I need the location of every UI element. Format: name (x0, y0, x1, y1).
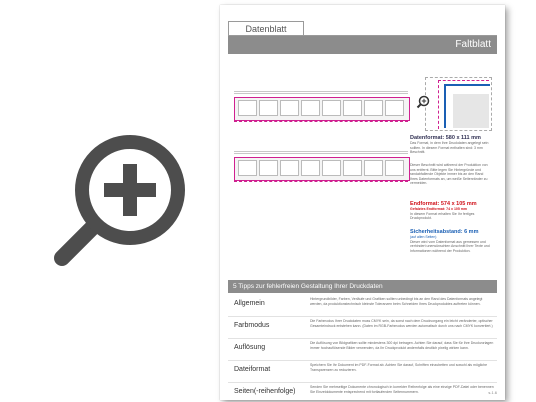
datenformat-block (410, 135, 492, 155)
panel (343, 100, 362, 116)
dimension-lines-top (234, 91, 408, 93)
beschnitt-block (410, 163, 492, 186)
beschnitt-text: Dieser Beschnitt wird während der Produktion von uns entfernt. Bitte legen Sie Hintergründe und randabfallende Objekte immer bis an den Rand Ihres Datenformats an, um weiße Seitenränder zu vermeiden. (410, 163, 488, 185)
panel (322, 100, 341, 116)
sicherheitsabstand-subheading: (auf allen Seiten) (410, 235, 437, 239)
panel (364, 100, 383, 116)
tip-label: Dateiformat (234, 366, 271, 373)
corner-detail (425, 77, 492, 131)
panel (343, 160, 362, 176)
panel (259, 160, 278, 176)
panel (322, 160, 341, 176)
tip-text: Speichern Sie Ihr Dokument im PDF-Format ab. Achten Sie darauf, Schriften einzubetten und sowohl als mögliche Transparenzen zu reduzieren. (310, 363, 488, 372)
page-title: Faltblatt (228, 36, 497, 54)
datasheet-tab: Datenblatt (228, 21, 304, 36)
panel (385, 100, 404, 116)
endformat-heading: Endformat: 574 x 105 mm (410, 201, 477, 207)
tip-row-farbmodus (228, 316, 497, 339)
layout-strip-back (234, 157, 410, 181)
small-zoom-icon[interactable] (416, 95, 430, 109)
tip-row-seitenreihenfolge (228, 382, 497, 400)
sicherheitsabstand-heading: Sicherheitsabstand: 6 mm (410, 229, 479, 235)
datenformat-text: Das Format, in dem Ihre Druckdaten angelegt sein sollten. In diesem Format enthalten sind: 3 mm Beschnitt. (410, 141, 489, 154)
tip-text: Die Auflösung von Bildgrafiken sollte mindestens 300 dpi betragen. Achten Sie darauf, dass Sie für Ihre Druckvorlagen immer hochauflösende Bilder verwenden, da Ihr Druckprodukt andernfalls deutlich pixelig wirken kann. (310, 341, 494, 350)
tips-heading: 5 Tipps zur fehlerfreien Gestaltung Ihrer Druckdaten (228, 280, 497, 293)
zoom-in-icon[interactable] (40, 120, 200, 280)
tip-label: Farbmodus (234, 322, 270, 329)
content-area (453, 94, 489, 128)
page-number: s.1.6 (488, 390, 497, 395)
tip-label: Allgemein (234, 300, 265, 307)
panel (280, 100, 299, 116)
tip-text: Senden Sie mehrseitige Dokumente chronologisch in korrekter Reihenfolge als eine einzige PDF-Datei oder benennen Sie Einzeldokumente entsprechend mit fortlaufenden Seitennummern. (310, 385, 494, 394)
panel (238, 100, 257, 116)
tip-label: Seiten(-reihenfolge) (234, 388, 296, 395)
panel (301, 100, 320, 116)
datenformat-heading: Datenformat: 580 x 111 mm (410, 135, 481, 141)
endformat-subheading: Gefalztes Endformat: 74 x 105 mm (410, 207, 467, 211)
endformat-block (410, 201, 492, 221)
layout-strip-front (234, 97, 410, 121)
tip-text: Hintergrundbilder, Farben, Verläufe und Grafiken sollten unbedingt bis an den Rand des Datenformats angelegt werden, da produktionstechnisch kleinste Toleranzen beim Schneiden Ihres Druckproduktes auftreten können. (310, 297, 483, 306)
panel (301, 160, 320, 176)
panel (238, 160, 257, 176)
fold-marks-back (234, 181, 408, 185)
panel (385, 160, 404, 176)
panel (364, 160, 383, 176)
panel (259, 100, 278, 116)
tip-text: Die Farbmodus Ihrer Druckdaten muss CMYK sein, da sonst nach dem Druckvorgang ein leicht veränderter, optischer Gesamteindruck entstehen kann. (Daten im RGB-Farbmodus werden automatisch durch uns nach CMYK konvertiert.) (310, 319, 493, 328)
tip-label: Auflösung (234, 344, 266, 351)
dimension-lines-bottom (234, 151, 408, 153)
tip-row-allgemein (228, 294, 497, 317)
tip-row-aufloesung (228, 338, 497, 361)
fold-marks-front (234, 121, 408, 125)
sicherheitsabstand-block (410, 229, 492, 253)
datasheet-page (220, 5, 505, 400)
endformat-text: In diesem Format erhalten Sie Ihr fertiges Druckprodukt. (410, 211, 475, 220)
panel (280, 160, 299, 176)
tip-row-dateiformat (228, 360, 497, 383)
sicherheitsabstand-text: Dieser wird vom Datenformat aus gemessen und verhindert unerwünschten Anschnitt Ihrer Texte und Informationen während der Produktion. (410, 239, 490, 253)
